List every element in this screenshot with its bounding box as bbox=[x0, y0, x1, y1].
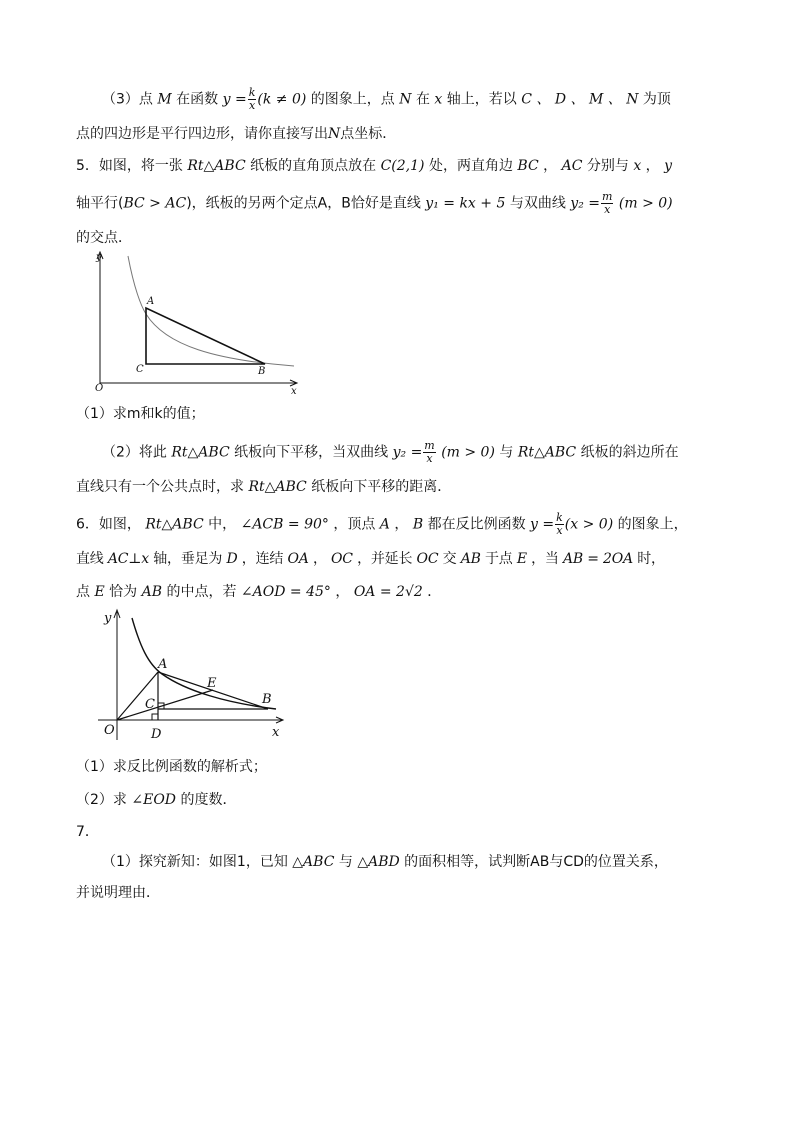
q7-part1-line2: 并说明理由． bbox=[76, 885, 160, 901]
q6-line2: 直线 AC⊥x 轴，垂足为 D ，连结 OA ， OC ，并延长 OC 交 AB 于点 E ，当 AB = 2OA 时， bbox=[76, 551, 665, 567]
label-d: D bbox=[151, 727, 162, 742]
label-a: A bbox=[147, 296, 155, 307]
label-c: C bbox=[145, 697, 155, 712]
label-b: B bbox=[262, 692, 272, 707]
q7-part1-line1: （1）探究新知：如图1，已知 △ABC 与 △ABD 的面积相等，试判断AB与CD的位置关系， bbox=[102, 854, 668, 870]
label-b: B bbox=[258, 366, 266, 377]
segment-oa bbox=[117, 672, 158, 720]
q6-figure bbox=[96, 606, 296, 746]
fraction-m-over-x-2: $\frac{m}{x}$ bbox=[424, 439, 435, 465]
q5-line2: 轴平行(BC > AC)，纸板的另两个定点A，B恰好是直线 y₁ = kx + 5 与双曲线 y₂ = $\frac{m}{x}$ (m > 0) bbox=[76, 190, 673, 216]
label-y: y bbox=[104, 611, 112, 626]
hyperbola-curve bbox=[132, 618, 276, 709]
q6-line3: 点 E 恰为 AB 的中点，若 ∠AOD = 45° ， OA = 2√2 ． bbox=[76, 584, 442, 600]
label-a: A bbox=[158, 657, 168, 672]
q4-part3-line1: （3）点 M 在函数 y = $\frac{k}{x}$ (k ≠ 0) 的图象上，点 N 在 x 轴上，若以 C 、 D 、 M 、 N 为顶 bbox=[102, 86, 671, 112]
label-c: C bbox=[136, 364, 144, 375]
fraction-k-over-x-2: $\frac{k}{x}$ bbox=[556, 511, 563, 537]
q5-line1: 5．如图，将一张 Rt△ABC 纸板的直角顶点放在 C(2,1) 处，两直角边 BC ， AC 分别与 x ， y bbox=[76, 158, 673, 174]
q5-part2-line1: （2）将此 Rt△ABC 纸板向下平移，当双曲线 y₂ = $\frac{m}{x}$ (m > 0) 与 Rt△ABC 纸板的斜边所在 bbox=[102, 439, 679, 465]
q5-part1: （1）求m和k的值； bbox=[76, 406, 205, 422]
q6-part1: （1）求反比例函数的解析式； bbox=[76, 759, 267, 775]
label-y: y bbox=[96, 252, 102, 263]
right-angle-d bbox=[152, 714, 158, 720]
label-x: x bbox=[291, 386, 297, 397]
q6-part2: （2）求 ∠EOD 的度数． bbox=[76, 792, 237, 808]
label-e: E bbox=[207, 676, 217, 691]
q4-part3-line2: 点的四边形是平行四边形，请你直接写出N点坐标． bbox=[76, 126, 397, 142]
q5-part2-line2: 直线只有一个公共点时，求 Rt△ABC 纸板向下平移的距离． bbox=[76, 479, 452, 495]
label-o: O bbox=[95, 383, 104, 394]
q6-line1: 6．如图， Rt△ABC 中， ∠ACB = 90° ，顶点 A ， B 都在反比例函数 y = $\frac{k}{x}$ (x > 0) 的图象上， bbox=[76, 511, 688, 537]
fraction-m-over-x: $\frac{m}{x}$ bbox=[601, 190, 613, 216]
label-x: x bbox=[272, 725, 280, 740]
q5-figure bbox=[86, 248, 306, 398]
label-o: O bbox=[104, 723, 115, 738]
segment-oe bbox=[117, 690, 213, 720]
triangle-abc bbox=[146, 308, 265, 364]
q5-line3: 的交点． bbox=[76, 230, 132, 246]
q7-number: 7． bbox=[76, 824, 99, 840]
fraction-k-over-x: $\frac{k}{x}$ bbox=[248, 86, 256, 112]
